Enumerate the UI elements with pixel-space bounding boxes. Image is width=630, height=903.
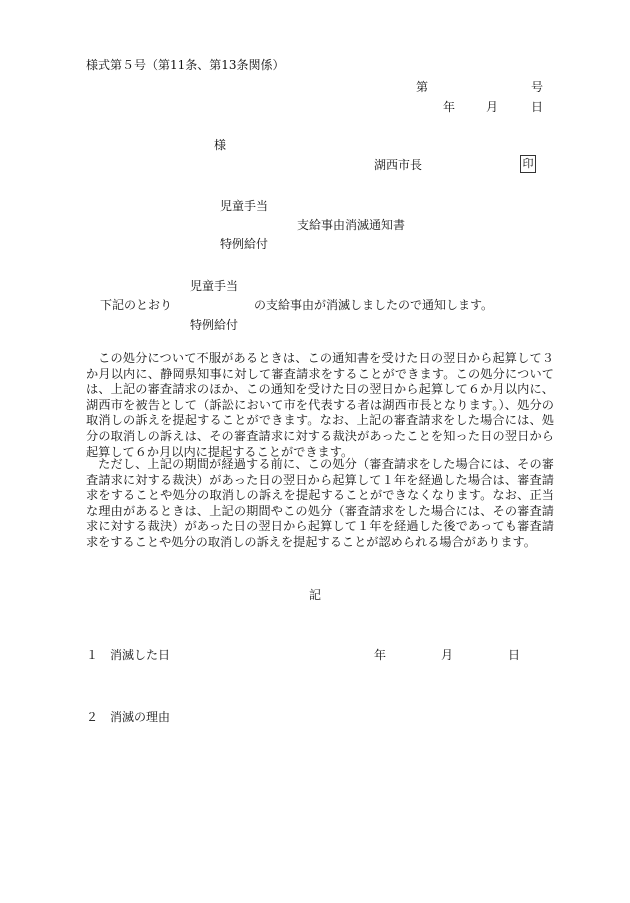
item-1-label: １ 消滅した日 [86, 648, 171, 662]
document-number-suffix: 号 [531, 80, 544, 94]
sender-title: 湖西市長 [374, 158, 423, 172]
document-number-prefix: 第 [416, 80, 429, 94]
item-1-year: 年 [374, 648, 387, 662]
date-year: 年 [443, 100, 456, 114]
form-label: 様式第５号（第11条、第13条関係） [86, 58, 285, 72]
title-option-1: 児童手当 [220, 199, 269, 213]
seal-mark: 印 [520, 155, 536, 173]
date-day: 日 [531, 100, 544, 114]
appeal-paragraph-1: この処分について不服があるときは、この通知書を受けた日の翌日から起算して３か月以内に、静岡県知事に対して審査請求をすることができます。この処分については、上記の審査請求のほか、この通知を受けた日の翌日から起算して６か月以内に、湖西市を被告として（訴訟において市を代表する者は湖西市長となります。）、処分の取消しの訴えを提起することができます。なお、上記の審査請求をした場合には、処分の取消しの訴えは、その審査請求に対する裁決があったことを知った日の翌日から起算して６か月以内に提起することができます。 [86, 351, 554, 459]
ki-heading: 記 [309, 588, 322, 602]
notice-title: 支給事由消滅通知書 [297, 218, 406, 232]
body-option-1: 児童手当 [190, 279, 239, 293]
item-1-day: 日 [508, 648, 521, 662]
body-prefix: 下記のとおり [100, 298, 173, 312]
item-2-label: ２ 消滅の理由 [86, 710, 171, 724]
body-option-2: 特例給付 [190, 318, 239, 332]
body-suffix: の支給事由が消滅しましたので通知します。 [254, 298, 494, 312]
addressee-suffix: 様 [214, 138, 227, 152]
item-1-month: 月 [441, 648, 454, 662]
title-option-2: 特例給付 [220, 237, 269, 251]
date-month: 月 [486, 100, 499, 114]
appeal-paragraph-2: ただし、上記の期間が経過する前に、この処分（審査請求をした場合には、その審査請求に対する裁決）があった日の翌日から起算して１年を経過した場合は、審査請求をすることや処分の取消しの訴えを提起することができなくなります。なお、正当な理由があるときは、上記の期間やこの処分（審査請求をした場合には、その審査請求に対する裁決）があった日の翌日から起算して１年を経過した後であっても審査請求をすることや処分の取消しの訴えを提起することが認められる場合があります。 [86, 457, 554, 549]
